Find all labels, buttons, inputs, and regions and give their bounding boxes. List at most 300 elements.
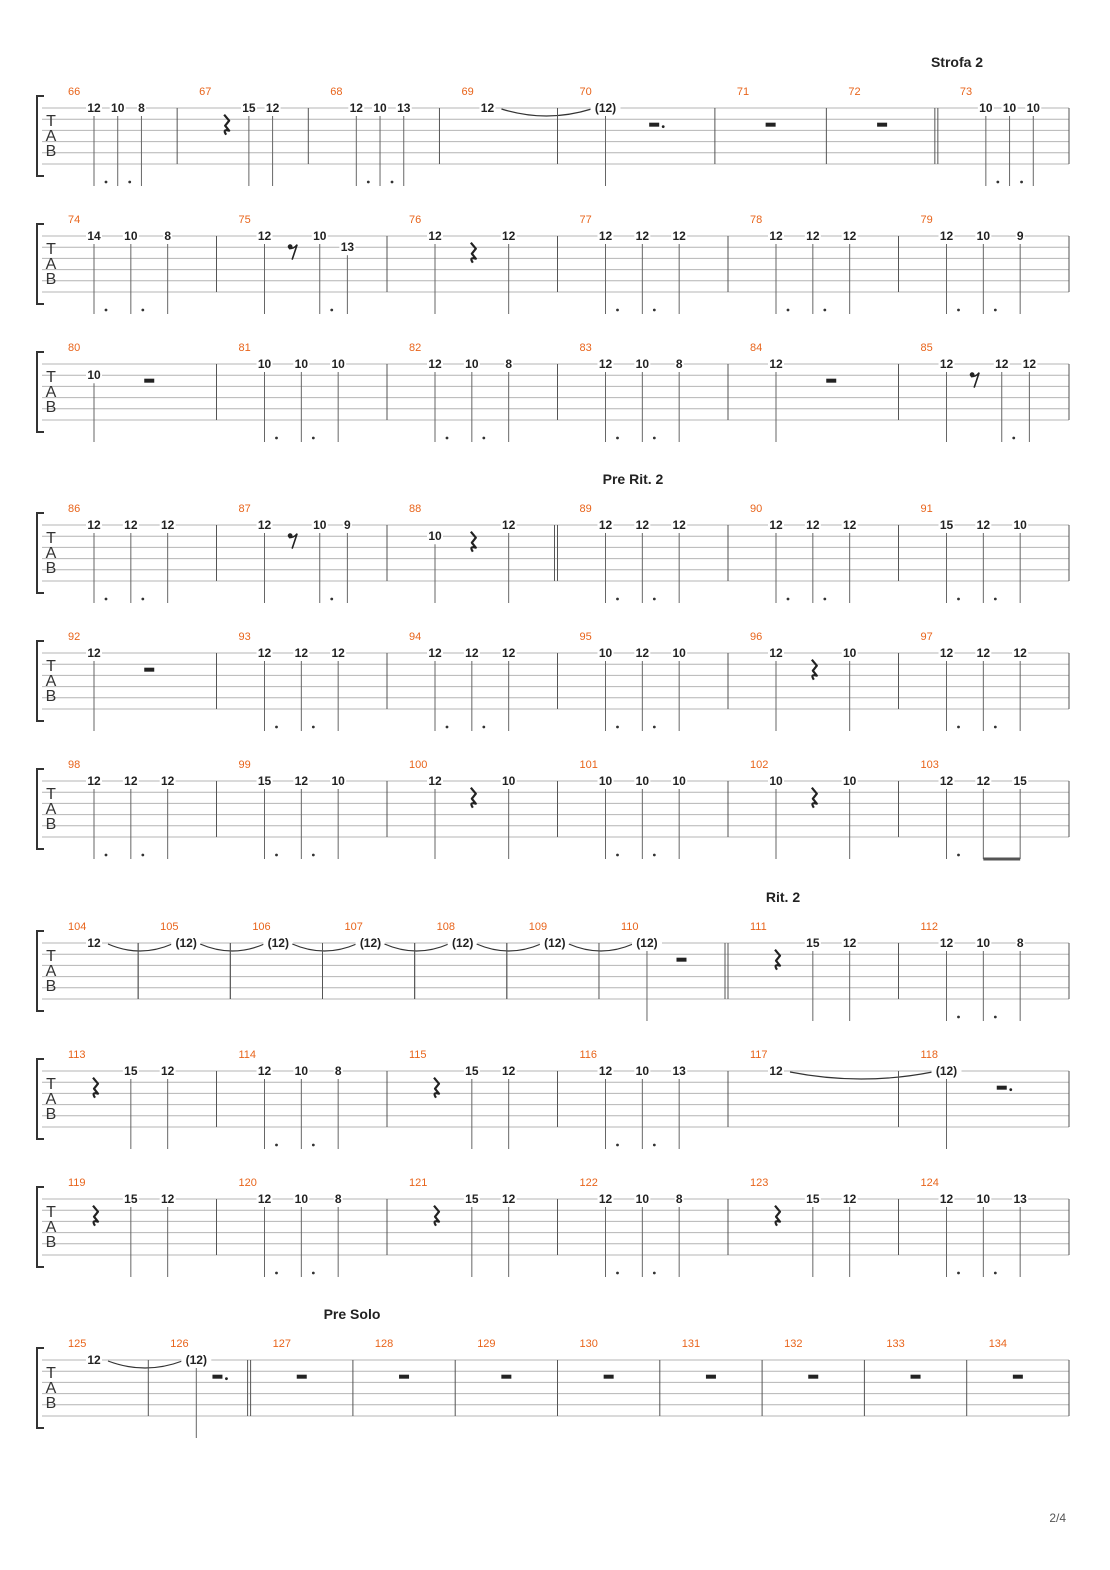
measure-number: 83 (579, 342, 592, 354)
duration-dot (616, 1144, 619, 1147)
measure-number: 108 (436, 921, 456, 933)
quarter-rest (434, 1078, 439, 1098)
fret-number: 12 (501, 229, 516, 243)
fret-number: 10 (672, 646, 686, 660)
duration-dot (1020, 181, 1023, 184)
eighth-rest (288, 533, 297, 548)
half-rest (808, 1375, 818, 1379)
fret-number: 12 (842, 518, 857, 532)
section-label: Rit. 2 (765, 889, 801, 905)
section-label: Pre Solo (323, 1306, 381, 1322)
fret-number: 12 (598, 1192, 613, 1206)
fret-number: 12 (995, 357, 1009, 371)
duration-dot (312, 1144, 315, 1147)
measure-number: 119 (68, 1177, 86, 1189)
tab-clef-letter: B (45, 560, 57, 577)
measure-number: 79 (920, 214, 933, 226)
measure-number: 78 (750, 214, 763, 226)
tab-clef-letter: T (46, 948, 56, 965)
measure-number: 112 (920, 921, 939, 933)
fret-number: 10 (373, 101, 387, 115)
fret-number: 12 (160, 1192, 175, 1206)
fret-number: 10 (672, 774, 686, 788)
half-rest (826, 379, 836, 383)
tab-clef-letter: B (45, 1106, 57, 1123)
half-rest (297, 1375, 307, 1379)
half-rest (144, 379, 154, 383)
fret-number: 12 (939, 936, 954, 950)
measure-number: 73 (959, 86, 973, 98)
fret-number: 8 (334, 1064, 342, 1078)
measure-number: 124 (920, 1177, 939, 1189)
measure-number: 106 (252, 921, 271, 933)
measure-number: 107 (344, 921, 363, 933)
half-rest (399, 1375, 409, 1379)
fret-number: 12 (842, 229, 857, 243)
fret-number: 9 (344, 518, 351, 532)
fret-number: 10 (124, 229, 138, 243)
tie-arc (292, 944, 356, 951)
duration-dot (994, 1016, 997, 1019)
fret-number: 12 (428, 646, 442, 660)
fret-number: 12 (480, 101, 495, 115)
fret-number: 12 (257, 1192, 272, 1206)
quarter-rest (224, 115, 229, 135)
fret-number: 13 (1013, 1192, 1027, 1206)
tab-clef-letter: A (45, 1380, 57, 1397)
fret-number: 12 (87, 1353, 101, 1367)
duration-dot (275, 726, 278, 729)
measure-number: 95 (579, 631, 592, 643)
fret-number: 12 (124, 774, 138, 788)
measure-number: 102 (750, 759, 769, 771)
half-rest (144, 668, 154, 672)
duration-dot (994, 1272, 997, 1275)
fret-number: 12 (635, 229, 650, 243)
measure-number: 127 (272, 1338, 291, 1350)
duration-dot (312, 726, 315, 729)
fret-number: 12 (806, 229, 820, 243)
duration-dot (482, 726, 485, 729)
fret-number: 12 (939, 229, 954, 243)
measure-number: 133 (886, 1338, 905, 1350)
duration-dot (957, 1016, 960, 1019)
duration-dot (823, 309, 826, 312)
tab-clef-letter: A (45, 384, 57, 401)
fret-number: 10 (769, 774, 783, 788)
fret-number: 15 (806, 936, 820, 950)
fret-number: 10 (976, 936, 991, 950)
fret-number: 12 (939, 357, 954, 371)
fret-number: 9 (1016, 229, 1024, 243)
measure-number: 94 (409, 631, 422, 643)
measure-number: 131 (681, 1338, 701, 1350)
measure-number: 122 (579, 1177, 598, 1189)
fret-number: 8 (164, 229, 172, 243)
fret-number: 14 (87, 229, 101, 243)
duration-dot (1012, 437, 1015, 440)
fret-number: 10 (1013, 518, 1027, 532)
fret-number: 8 (334, 1192, 342, 1206)
duration-dot (653, 1272, 656, 1275)
duration-dot (996, 181, 999, 184)
duration-dot (275, 1144, 278, 1147)
dotted-half-rest (649, 123, 664, 128)
fret-number: 10 (294, 357, 309, 371)
duration-dot (616, 726, 619, 729)
tab-clef-letter: T (46, 241, 56, 258)
fret-number: 12 (257, 229, 272, 243)
fret-number: 12 (501, 1192, 516, 1206)
measure-number: 114 (238, 1049, 257, 1061)
fret-number: 12 (428, 774, 442, 788)
tie-arc (200, 944, 264, 951)
measure-number: 70 (579, 86, 592, 98)
measure-number: 129 (477, 1338, 496, 1350)
fret-number: (12) (935, 1064, 958, 1078)
dotted-half-rest (212, 1375, 227, 1380)
duration-dot (616, 437, 619, 440)
dotted-half-rest (997, 1086, 1012, 1091)
fret-number: 12 (294, 646, 309, 660)
fret-number: 10 (331, 774, 345, 788)
quarter-rest (471, 788, 476, 808)
fret-number: 12 (160, 1064, 175, 1078)
fret-number: 12 (598, 357, 613, 371)
duration-dot (653, 437, 656, 440)
duration-dot (957, 309, 960, 312)
half-rest (877, 123, 887, 127)
fret-number: 12 (87, 936, 101, 950)
tab-clef-letter: B (45, 1395, 57, 1412)
fret-number: 12 (976, 774, 991, 788)
tie-arc (501, 109, 591, 116)
tab-clef-letter: A (45, 545, 57, 562)
quarter-rest (812, 660, 817, 680)
measure-number: 105 (160, 921, 179, 933)
fret-number: 10 (976, 229, 991, 243)
fret-number: 12 (428, 357, 442, 371)
measure-number: 132 (784, 1338, 803, 1350)
measure-number: 67 (199, 86, 212, 98)
measure-number: 74 (68, 214, 81, 226)
quarter-rest (812, 788, 817, 808)
measure-number: 110 (620, 921, 639, 933)
quarter-rest (471, 532, 476, 552)
fret-number: 15 (1013, 774, 1027, 788)
measure-number: 128 (374, 1338, 394, 1350)
measure-number: 75 (238, 214, 251, 226)
tab-clef-letter: A (45, 1091, 57, 1108)
measure-number: 89 (579, 503, 592, 515)
measure-number: 84 (750, 342, 763, 354)
measure-number: 97 (920, 631, 933, 643)
duration-dot (787, 309, 790, 312)
fret-number: (12) (185, 1353, 207, 1367)
measure-number: 91 (920, 503, 933, 515)
fret-number: 12 (124, 518, 138, 532)
fret-number: 12 (635, 518, 650, 532)
fret-number: 10 (313, 518, 327, 532)
fret-number: 12 (331, 646, 345, 660)
fret-number: 8 (675, 357, 683, 371)
fret-number: 12 (257, 1064, 272, 1078)
duration-dot (330, 309, 333, 312)
fret-number: 12 (428, 229, 442, 243)
tab-clef-letter: B (45, 143, 57, 160)
fret-number: 10 (428, 529, 442, 544)
fret-number: 12 (806, 518, 820, 532)
fret-number: 10 (598, 774, 613, 788)
fret-number: 15 (257, 774, 272, 788)
fret-number: 10 (635, 357, 650, 371)
fret-number: 10 (598, 646, 613, 660)
fret-number: 12 (769, 357, 783, 371)
tab-clef-letter: T (46, 1365, 56, 1382)
fret-number: 12 (465, 646, 479, 660)
duration-dot (275, 437, 278, 440)
duration-dot (446, 726, 449, 729)
measure-number: 72 (848, 86, 861, 98)
fret-number: 10 (1026, 101, 1040, 115)
duration-dot (994, 726, 997, 729)
duration-dot (653, 726, 656, 729)
duration-dot (482, 437, 485, 440)
fret-number: 10 (257, 357, 272, 371)
fret-number: 12 (160, 774, 175, 788)
fret-number: (12) (636, 936, 658, 950)
fret-number: 12 (769, 518, 783, 532)
tab-clef-letter: B (45, 688, 57, 705)
fret-number: 10 (313, 229, 327, 243)
fret-number: 12 (635, 646, 650, 660)
duration-dot (141, 854, 144, 857)
fret-number: 10 (976, 1192, 991, 1206)
fret-number: 8 (675, 1192, 683, 1206)
measure-number: 101 (579, 759, 598, 771)
fret-number: 10 (501, 774, 516, 788)
tab-clef-letter: T (46, 113, 56, 130)
fret-number: 8 (138, 101, 145, 115)
fret-number: 15 (124, 1192, 138, 1206)
measure-number: 88 (409, 503, 422, 515)
fret-number: 13 (672, 1064, 686, 1078)
eighth-rest (288, 244, 297, 259)
fret-number: 12 (257, 646, 272, 660)
duration-dot (141, 309, 144, 312)
fret-number: 12 (598, 518, 613, 532)
duration-dot (957, 1272, 960, 1275)
fret-number: 12 (87, 646, 101, 660)
fret-number: 10 (635, 774, 650, 788)
duration-dot (391, 181, 394, 184)
measure-number: 126 (170, 1338, 189, 1350)
fret-number: 12 (501, 1064, 516, 1078)
fret-number: 12 (672, 229, 686, 243)
duration-dot (957, 726, 960, 729)
fret-number: 12 (501, 518, 516, 532)
duration-dot (275, 854, 278, 857)
fret-number: (12) (451, 936, 474, 950)
measure-number: 90 (750, 503, 763, 515)
measure-number: 99 (238, 759, 251, 771)
fret-number: 12 (598, 229, 613, 243)
fret-number: 10 (465, 357, 479, 371)
half-rest (676, 958, 686, 962)
tab-clef-letter: T (46, 786, 56, 803)
duration-dot (616, 309, 619, 312)
fret-number: 12 (257, 518, 272, 532)
tab-clef-letter: B (45, 816, 57, 833)
fret-number: 12 (769, 646, 783, 660)
measure-number: 69 (461, 86, 474, 98)
tab-clef-letter: T (46, 1204, 56, 1221)
duration-dot (823, 598, 826, 601)
measure-number: 92 (68, 631, 81, 643)
fret-number: 10 (635, 1192, 650, 1206)
fret-number: 12 (842, 936, 857, 950)
duration-dot (105, 181, 108, 184)
measure-number: 80 (68, 342, 81, 354)
tab-clef-letter: B (45, 399, 57, 416)
fret-number: 12 (842, 1192, 857, 1206)
tie-arc (384, 944, 448, 951)
measure-number: 130 (579, 1338, 598, 1350)
fret-number: 15 (242, 101, 256, 115)
fret-number: 12 (87, 774, 101, 788)
page-number: 2/4 (1049, 1511, 1066, 1525)
tab-clef-letter: A (45, 673, 57, 690)
duration-dot (330, 598, 333, 601)
fret-number: (12) (359, 936, 382, 950)
fret-number: 15 (124, 1064, 138, 1078)
fret-number: 10 (842, 774, 857, 788)
quarter-rest (775, 1206, 780, 1226)
eighth-rest (970, 372, 979, 387)
tab-clef-letter: B (45, 271, 57, 288)
fret-number: 12 (769, 229, 783, 243)
measure-number: 86 (68, 503, 81, 515)
measure-number: 125 (68, 1338, 87, 1350)
fret-number: 15 (939, 518, 954, 532)
fret-number: 10 (1002, 101, 1017, 115)
tab-clef-letter: A (45, 1219, 57, 1236)
duration-dot (653, 598, 656, 601)
duration-dot (653, 309, 656, 312)
fret-number: 12 (1013, 646, 1027, 660)
duration-dot (994, 598, 997, 601)
duration-dot (105, 309, 108, 312)
tie-arc (790, 1072, 933, 1079)
measure-number: 77 (579, 214, 592, 226)
measure-number: 82 (409, 342, 422, 354)
quarter-rest (775, 950, 780, 970)
measure-number: 76 (409, 214, 422, 226)
measure-number: 113 (68, 1049, 86, 1061)
duration-dot (367, 181, 370, 184)
fret-number: 12 (87, 518, 101, 532)
fret-number: 13 (340, 240, 355, 255)
duration-dot (128, 181, 131, 184)
tab-clef-letter: A (45, 801, 57, 818)
fret-number: (12) (594, 101, 617, 115)
fret-number: 12 (598, 1064, 613, 1078)
fret-number: 12 (1022, 357, 1037, 371)
duration-dot (653, 854, 656, 857)
half-rest (1013, 1375, 1023, 1379)
measure-number: 118 (920, 1049, 939, 1061)
fret-number: 15 (465, 1192, 479, 1206)
measure-number: 103 (920, 759, 939, 771)
half-rest (706, 1375, 716, 1379)
measure-number: 116 (579, 1049, 598, 1061)
measure-number: 85 (920, 342, 933, 354)
fret-number: 12 (976, 646, 991, 660)
tie-arc (108, 944, 172, 951)
fret-number: 15 (806, 1192, 820, 1206)
fret-number: 12 (501, 646, 516, 660)
quarter-rest (93, 1078, 98, 1098)
tab-clef-letter: B (45, 978, 57, 995)
fret-number: 12 (672, 518, 686, 532)
fret-number: 12 (939, 774, 954, 788)
fret-number: 10 (635, 1064, 650, 1078)
half-rest (911, 1375, 921, 1379)
tab-clef-letter: T (46, 1076, 56, 1093)
fret-number: 12 (939, 646, 954, 660)
measure-number: 134 (988, 1338, 1008, 1350)
measure-number: 104 (68, 921, 87, 933)
tab-clef-letter: T (46, 530, 56, 547)
quarter-rest (471, 243, 476, 263)
measure-number: 123 (750, 1177, 769, 1189)
tab-clef-letter: T (46, 658, 56, 675)
duration-dot (787, 598, 790, 601)
measure-number: 117 (750, 1049, 768, 1061)
duration-dot (994, 309, 997, 312)
half-rest (766, 123, 776, 127)
duration-dot (105, 854, 108, 857)
fret-number: (12) (267, 936, 289, 950)
fret-number: 13 (397, 101, 411, 115)
fret-number: 12 (265, 101, 280, 115)
fret-number: 12 (976, 518, 991, 532)
section-label: Strofa 2 (930, 54, 984, 70)
fret-number: 15 (465, 1064, 479, 1078)
fret-number: 12 (160, 518, 175, 532)
duration-dot (957, 854, 960, 857)
duration-dot (105, 598, 108, 601)
half-rest (604, 1375, 614, 1379)
tab-clef-letter: A (45, 963, 57, 980)
duration-dot (446, 437, 449, 440)
fret-number: 10 (842, 646, 857, 660)
quarter-rest (93, 1206, 98, 1226)
duration-dot (275, 1272, 278, 1275)
measure-number: 100 (409, 759, 428, 771)
measure-number: 96 (750, 631, 763, 643)
duration-dot (312, 1272, 315, 1275)
duration-dot (312, 437, 315, 440)
measure-number: 81 (238, 342, 251, 354)
fret-number: (12) (544, 936, 566, 950)
fret-number: 12 (294, 774, 309, 788)
measure-number: 111 (750, 921, 767, 933)
fret-number: 10 (87, 368, 101, 383)
tie-arc (569, 944, 633, 951)
fret-number: 12 (769, 1064, 783, 1078)
fret-number: 10 (294, 1192, 309, 1206)
